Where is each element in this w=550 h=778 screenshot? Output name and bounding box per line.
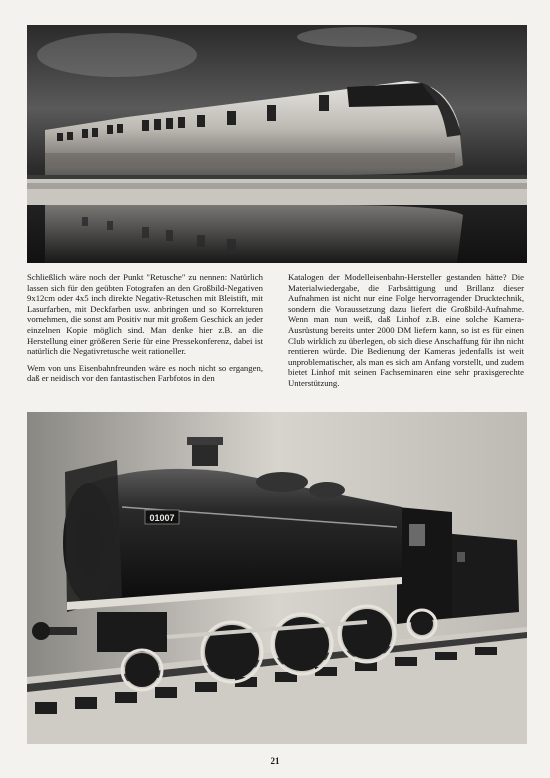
left-paragraph-1: Schließlich wäre noch der Punkt "Retusche" zu nennen: Natürlich lassen sich für den geübten Fotografen an den Großbild-Negativen 9x12cm oder 4x5 inch direkte Negativ-Retuschen mit Bleistift, mit Lasurfarben, mit Deckfarben usw. anbringen und so Korrekturen vornehmen, die sonst am Positiv nur mit großem Geschick an jeder einzelnen Kopie möglich sind. Man denke hier z.B. an die Herstellung einer größeren Serie für eine Pressekonferenz, dabei ist natürlich die Negativretusche weit rationeller. bbox=[27, 272, 263, 357]
text-column-left bbox=[27, 272, 263, 390]
photo-streamlined-railcar bbox=[27, 25, 527, 263]
right-paragraph-1: Katalogen der Modelleisenbahn-Hersteller gestanden hätte? Die Materialwiedergabe, die Farbsättigung und Brillanz dieser Aufnahmen ist nicht nur eine Folge hervorragender Drucktechnik, sondern die Voraussetzung dazu liefert die Großbild-Aufnahme. Wenn man nun weiß, daß Linhof z.B. eine solche Kamera-Ausrüstung bereits unter 2000 DM liefern kann, so ist es für einen Club wirklich zu überlegen, ob sich diese Anschaffung für ihn nicht rentieren würde. Die Bedienung der Kameras jedenfalls ist weit unproblematischer, als man es sich am Anfang vorstellt, und zudem bietet Linhof mit seinen Fachseminaren eine sehr praxisgerechte Unterstützung. bbox=[288, 272, 524, 388]
locomotive-number-plate: 01007 bbox=[149, 513, 175, 523]
railcar-illustration bbox=[27, 25, 527, 263]
text-column-right bbox=[288, 272, 524, 395]
photo-steam-locomotive bbox=[27, 412, 527, 744]
page-number: 21 bbox=[270, 756, 280, 766]
locomotive-illustration bbox=[27, 412, 527, 744]
left-paragraph-2: Wem von uns Eisenbahnfreunden wäre es noch nicht so ergangen, daß er neidisch vor den fantastischen Farbfotos in den bbox=[27, 362, 263, 384]
